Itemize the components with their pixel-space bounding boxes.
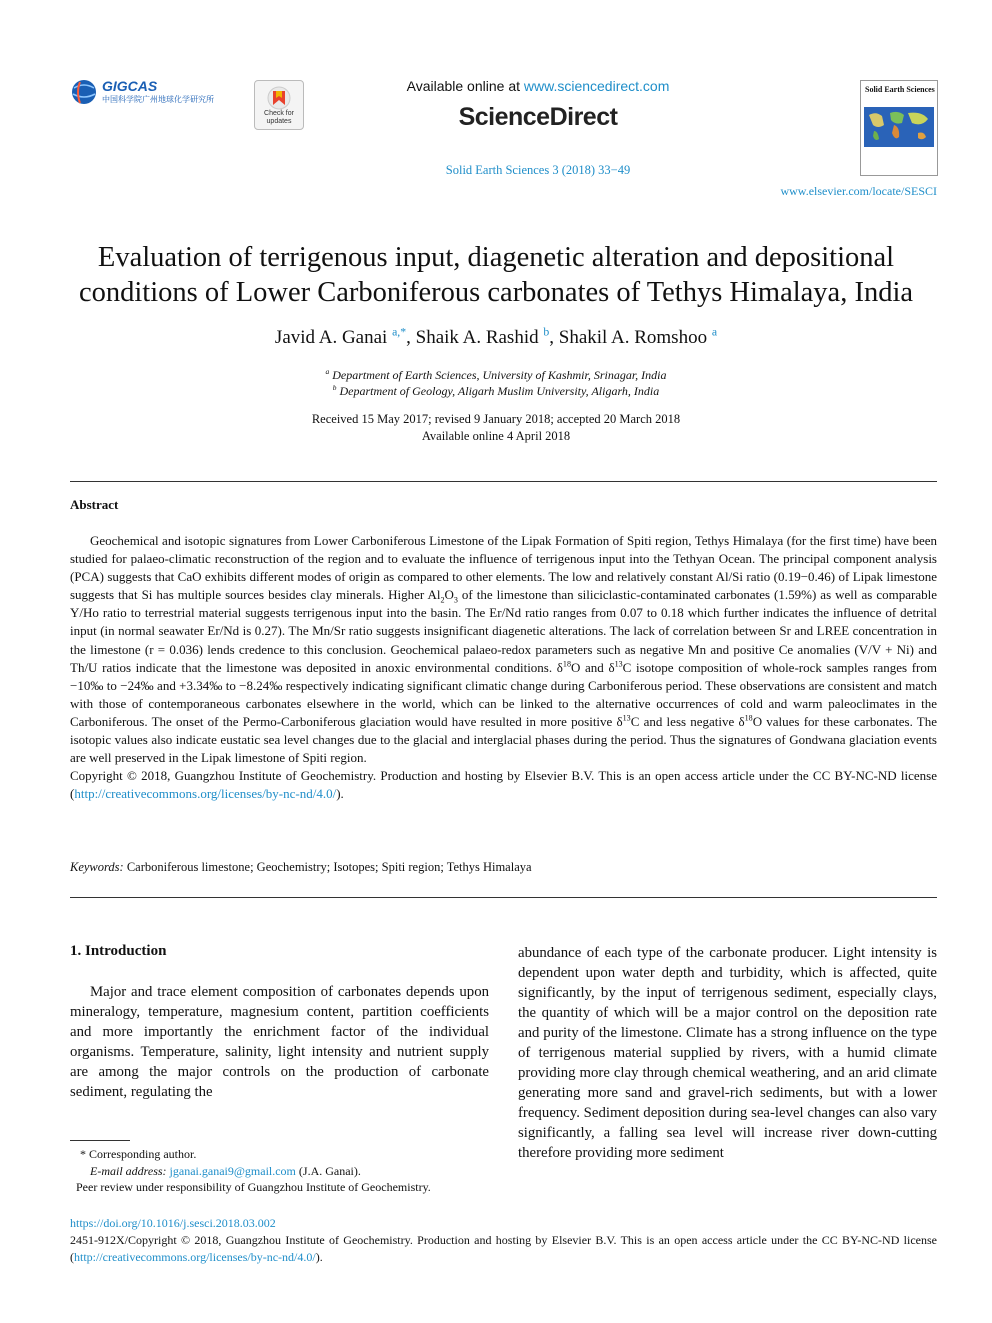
affiliation-mark: a bbox=[325, 367, 330, 376]
superscript: 13 bbox=[614, 659, 623, 669]
abstract-text: C isotope composition of whole-rock samples ranges from −10‰ to −24‰ and +3.34‰ to −8.24‰ respectively indicating significant climatic change during Carboniferous period. These observations are consistent and match with those of contemporaneous carbonates elsewhere in the world, which can be linked to the alternative occurrences of cold and warm paleoclimates in the Carboniferous. The onset of the Permo-Carboniferous glaciation would have resulted in more positive δ bbox=[70, 659, 937, 729]
section-heading-introduction: 1. Introduction bbox=[70, 943, 167, 959]
intro-left-column bbox=[70, 982, 489, 1102]
abstract-text: O values for these carbonates. The isotopic values also indicate eustatic sea level changes due to the glacial and interglacial phases during the period. Thus the signatures of Gondwana glaciation events are well preserved in the Lipak limestone of Spiti region. bbox=[70, 713, 937, 766]
superscript: 18 bbox=[562, 659, 571, 669]
affiliations bbox=[60, 367, 932, 399]
corresponding-author-note: * Corresponding author. bbox=[80, 1147, 197, 1161]
journal-homepage-link[interactable]: www.elsevier.com/locate/SESCI bbox=[780, 184, 937, 198]
subscript: 3 bbox=[453, 595, 458, 605]
available-online-date: Available online 4 April 2018 bbox=[421, 429, 571, 443]
check-for-updates-label: Check for updates bbox=[264, 110, 294, 125]
available-online-line bbox=[340, 78, 736, 94]
email-label: E-mail address: bbox=[90, 1163, 167, 1178]
check-for-updates-badge[interactable] bbox=[254, 80, 304, 130]
email-note bbox=[70, 1163, 489, 1180]
article-title: Evaluation of terrigenous input, diagenetic alteration and depositional conditions of Lower Carboniferous carbonates of Tethys Himalaya, India bbox=[78, 242, 914, 308]
affiliation-mark: b bbox=[332, 383, 337, 392]
author-affil-mark[interactable]: a bbox=[711, 325, 718, 339]
superscript: 18 bbox=[744, 713, 753, 723]
abstract-body bbox=[70, 532, 937, 803]
abstract-paragraph bbox=[70, 532, 937, 767]
article-dates bbox=[60, 411, 932, 445]
abstract-text: Geochemical and isotopic signatures from Lower Carboniferous Limestone of the Lipak Formation of Spiti region, Tethys Himalaya (for the first time) have been studied for palaeo-climatic reconstruction of the region and to evaluate the influence of terrigenous input into the Tethyan Ocean. The principal component analysis (PCA) suggests that CaO exhibits different modes of origin as compared to other elements. The low and relatively constant Al/Si ratio (0.19−0.46) of Lipak limestone suggests that Si has multiple sources besides clay minerals. Higher Al bbox=[70, 533, 937, 603]
footer-copyright-text: 2451-912X/Copyright © 2018, Guangzhou Institute of Geochemistry. Production and hosting by Elsevier B.V. This is an open access article under the CC BY-NC-ND license ( bbox=[70, 1233, 937, 1264]
world-map-icon bbox=[864, 107, 934, 147]
affiliation-text: Department of Geology, Aligarh Muslim University, Aligarh, India bbox=[339, 384, 660, 398]
author-list bbox=[60, 327, 932, 349]
affiliation-text: Department of Earth Sciences, University of Kashmir, Srinagar, India bbox=[332, 368, 667, 382]
available-prefix: Available online at bbox=[406, 78, 524, 94]
divider bbox=[70, 481, 937, 482]
journal-cover-title: Solid Earth Sciences bbox=[865, 85, 935, 94]
doi-link[interactable]: https://doi.org/10.1016/j.sesci.2018.03.002 bbox=[70, 1216, 276, 1230]
abstract-copyright bbox=[70, 767, 937, 803]
author-separator: , bbox=[549, 327, 559, 348]
logo-subtitle: 中国科学院广州地球化学研究所 bbox=[102, 95, 214, 104]
author-name: Shaik A. Rashid bbox=[415, 327, 539, 348]
copyright-text: ). bbox=[336, 786, 344, 802]
email-owner: (J.A. Ganai). bbox=[295, 1163, 361, 1178]
footnotes bbox=[70, 1146, 489, 1196]
logo-wordmark: GIGCAS bbox=[102, 78, 158, 94]
author-name: Javid A. Ganai bbox=[274, 327, 388, 348]
author-separator: , bbox=[406, 327, 416, 348]
footnote-divider bbox=[70, 1140, 130, 1141]
footer-copyright-text: ). bbox=[315, 1250, 323, 1264]
affiliation bbox=[60, 367, 932, 383]
gigcas-logo bbox=[70, 78, 215, 112]
footer-license-link[interactable]: http://creativecommons.org/licenses/by-nc-nd/4.0/ bbox=[74, 1250, 316, 1264]
abstract-heading: Abstract bbox=[70, 497, 119, 512]
superscript: 13 bbox=[622, 713, 631, 723]
abstract-text: C and less negative δ bbox=[630, 713, 745, 729]
abstract-text: of the limestone than siliciclastic-contaminated carbonates (1.59%) as well as comparable Y/Ho ratio to terrestrial material suggests terrigenous input into the basin. The Er/Nd ratio ranges from 0.07 to 0.18 which further indicates the influence of detrital input (in normal seawater Er/Nd is 0.27). The Mn/Sr ratio suggests insignificant diagenetic alterations. The lack of correlation between Sr and LREE concentration in the limestone (r = 0.036) lends credence to this conclusion. Geochemical palaeo-redox parameters such as negative Mn and positive Ce anomalies (V/V + Ni) and Th/U ratios indicate that the limestone was deposited in anoxic environmental conditions. δ bbox=[70, 587, 938, 675]
intro-right-column: abundance of each type of the carbonate producer. Light intensity is dependent upon water depth and turbidity, which is affected, quite significantly, by the input of terrigenous sediment, especially clays, the quantity of which will be a major control on the deposition rate and purity of the limestone. Climate has a strong influence on the type of terrigenous material supplied by rivers, with a humid climate providing more clay through chemical weathering, and an arid climate generating more sand and gravel-rich sediments, but with a lower frequency. Sediment deposition during sea-level changes can also vary significantly, a falling sea level will increase river down-cutting therefore providing more sediment bbox=[518, 945, 937, 1161]
author-email-link[interactable]: jganai.ganai9@gmail.com bbox=[169, 1163, 296, 1178]
license-link[interactable]: http://creativecommons.org/licenses/by-nc-nd/4.0/ bbox=[74, 786, 337, 802]
keywords bbox=[70, 860, 937, 875]
copyright-text: Copyright © 2018, Guangzhou Institute of Geochemistry. Production and hosting by Elsevier B.V. This is an open access article under the CC BY-NC-ND license ( bbox=[70, 768, 937, 802]
author-name: Shakil A. Romshoo bbox=[558, 327, 708, 348]
author-affil-mark[interactable]: a,* bbox=[392, 325, 407, 339]
abstract-text: O and δ bbox=[570, 659, 615, 675]
journal-cover[interactable] bbox=[860, 80, 938, 176]
abstract-text: O bbox=[444, 587, 454, 603]
affiliation bbox=[60, 383, 932, 399]
keywords-label: Keywords: bbox=[70, 860, 124, 874]
footer-copyright bbox=[70, 1232, 937, 1266]
sciencedirect-wordmark: ScienceDirect bbox=[458, 103, 618, 131]
article-history: Received 15 May 2017; revised 9 January 2018; accepted 20 March 2018 bbox=[311, 412, 681, 426]
divider bbox=[70, 897, 937, 898]
author-affil-mark[interactable]: b bbox=[543, 325, 550, 339]
intro-paragraph: Major and trace element composition of carbonates depends upon mineralogy, temperature, magnesium content, partition coefficients and more importantly the enrichment factor of the individual organisms. Temperature, salinity, light intensity and nutrient supply are among the major controls on the production of carbonate sediment, regulating the bbox=[70, 984, 489, 1100]
journal-reference[interactable]: Solid Earth Sciences 3 (2018) 33−49 bbox=[445, 163, 631, 177]
keywords-list: Carboniferous limestone; Geochemistry; Isotopes; Spiti region; Tethys Himalaya bbox=[123, 860, 532, 874]
subscript: 2 bbox=[440, 595, 445, 605]
sciencedirect-link[interactable]: www.sciencedirect.com bbox=[523, 78, 670, 94]
peer-review-note: Peer review under responsibility of Guangzhou Institute of Geochemistry. bbox=[76, 1180, 431, 1194]
